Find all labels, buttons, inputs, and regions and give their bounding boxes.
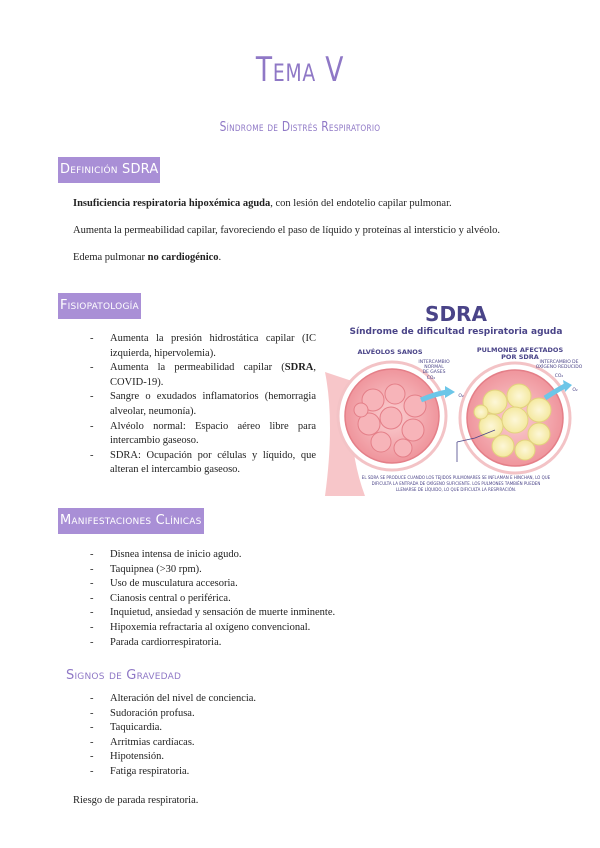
label-affected-lungs — [475, 347, 565, 361]
definicion-paragraph-1 — [73, 197, 452, 211]
label-healthy-alveoli: ALVÉOLOS SANOS — [357, 348, 423, 356]
section-heading-definicion: Definición SDRA — [58, 157, 160, 183]
caption-line: LLENARSE DE LÍQUIDO, LO QUE DIFICULTA LA RESPIRACIÓN. — [395, 487, 517, 492]
list-item: - Hipotensión. — [90, 750, 410, 765]
list-item: - Aumenta la presión hidrostática capilar (IC izquierda, hipervolemia). — [90, 332, 316, 361]
definicion-text: Edema pulmonar — [73, 252, 148, 263]
list-item — [90, 361, 316, 390]
list-item: - Sudoración profusa. — [90, 707, 410, 722]
list-item: - Hipoxemia refractaria al oxígeno convencional. — [90, 621, 410, 636]
list-item: - Uso de musculatura accesoria. — [90, 577, 410, 592]
definicion-bold-term: Insuficiencia respiratoria hipoxémica aguda — [73, 198, 271, 209]
figure-title: SDRA — [425, 302, 487, 326]
list-item: - Cianosis central o periférica. — [90, 592, 410, 607]
sdra-illustration — [325, 302, 587, 496]
co2-label-left: CO₂ — [426, 376, 436, 381]
gravedad-list — [90, 692, 410, 780]
page-title: Tema V — [255, 50, 345, 90]
list-item: - Arritmias cardíacas. — [90, 736, 410, 751]
gravedad-footer: Riesgo de parada respiratoria. — [73, 795, 199, 806]
list-item: - Sangre o exudados inflamatorios (hemorragia alveolar, neumonía). — [90, 390, 316, 419]
definicion-text: , con lesión del endotelio capilar pulmonar. — [270, 198, 452, 209]
list-item: - Fatiga respiratoria. — [90, 765, 410, 780]
list-item: - Inquietud, ansiedad y sensación de muerte inminente. — [90, 606, 410, 621]
definicion-paragraph-2: Aumenta la permeabilidad capilar, favoreciendo el paso de líquido y proteínas al intersticio y alvéolo. — [73, 225, 501, 236]
tiny-text: INTERCAMBIO NORMAL — [418, 360, 450, 370]
label-affected-line2: POR SDRA — [501, 353, 539, 361]
label-affected-line1: PULMONES AFECTADOS — [476, 346, 564, 354]
o2-label-right: O₂ — [572, 388, 578, 393]
section-heading-fisiopatologia: Fisiopatología — [58, 293, 141, 319]
section-heading-gravedad: Signos de Gravedad — [66, 668, 182, 683]
label-normal-exchange — [409, 360, 459, 375]
list-item-text: Aumenta la permeabilidad capilar ( — [110, 362, 285, 374]
list-item: - Alteración del nivel de conciencia. — [90, 692, 410, 707]
caption-line: DIFICULTA LA ENTRADA DE OXÍGENO SUFICIENTE. LOS PULMONES TAMBIÉN PUEDEN — [371, 481, 541, 486]
definicion-text: . — [218, 252, 222, 263]
page-subtitle: Síndrome de Distrés Respiratorio — [219, 120, 381, 135]
list-item: - Taquicardia. — [90, 721, 410, 736]
list-item: - Taquipnea (>30 rpm). — [90, 563, 410, 578]
section-heading-manifestaciones: Manifestaciones Clínicas — [58, 508, 204, 534]
list-item-text: , COVID-19). — [110, 362, 316, 388]
list-item: - Parada cardiorrespiratoria. — [90, 636, 410, 651]
definicion-paragraph-3 — [73, 251, 221, 265]
list-item: - Alvéolo normal: Espacio aéreo libre para intercambio gaseoso. — [90, 420, 316, 449]
figure-subtitle: Síndrome de dificultad respiratoria aguda — [349, 327, 563, 337]
co2-label-right: CO₂ — [554, 374, 564, 379]
fisiopatologia-list — [90, 332, 316, 478]
manifestaciones-list — [90, 548, 410, 650]
figure-caption — [345, 475, 567, 493]
o2-label-left: O₂ — [458, 394, 464, 399]
list-item-bold: SDRA — [284, 362, 314, 374]
tiny-text: INTERCAMBIO DE — [539, 360, 579, 365]
tiny-text: DE GASES — [422, 370, 446, 375]
list-item: - SDRA: Ocupación por células y líquido, que alteran el intercambio gaseoso. — [90, 449, 316, 478]
definicion-bold-term: no cardiogénico — [147, 252, 219, 263]
caption-line: EL SDRA SE PRODUCE CUANDO LOS TEJIDOS PULMONARES SE INFLAMAN E HINCHAN, LO QUE — [361, 475, 551, 480]
label-reduced-exchange — [531, 360, 587, 370]
tiny-text: OXÍGENO REDUCIDO — [535, 365, 583, 370]
list-item: - Disnea intensa de inicio agudo. — [90, 548, 410, 563]
